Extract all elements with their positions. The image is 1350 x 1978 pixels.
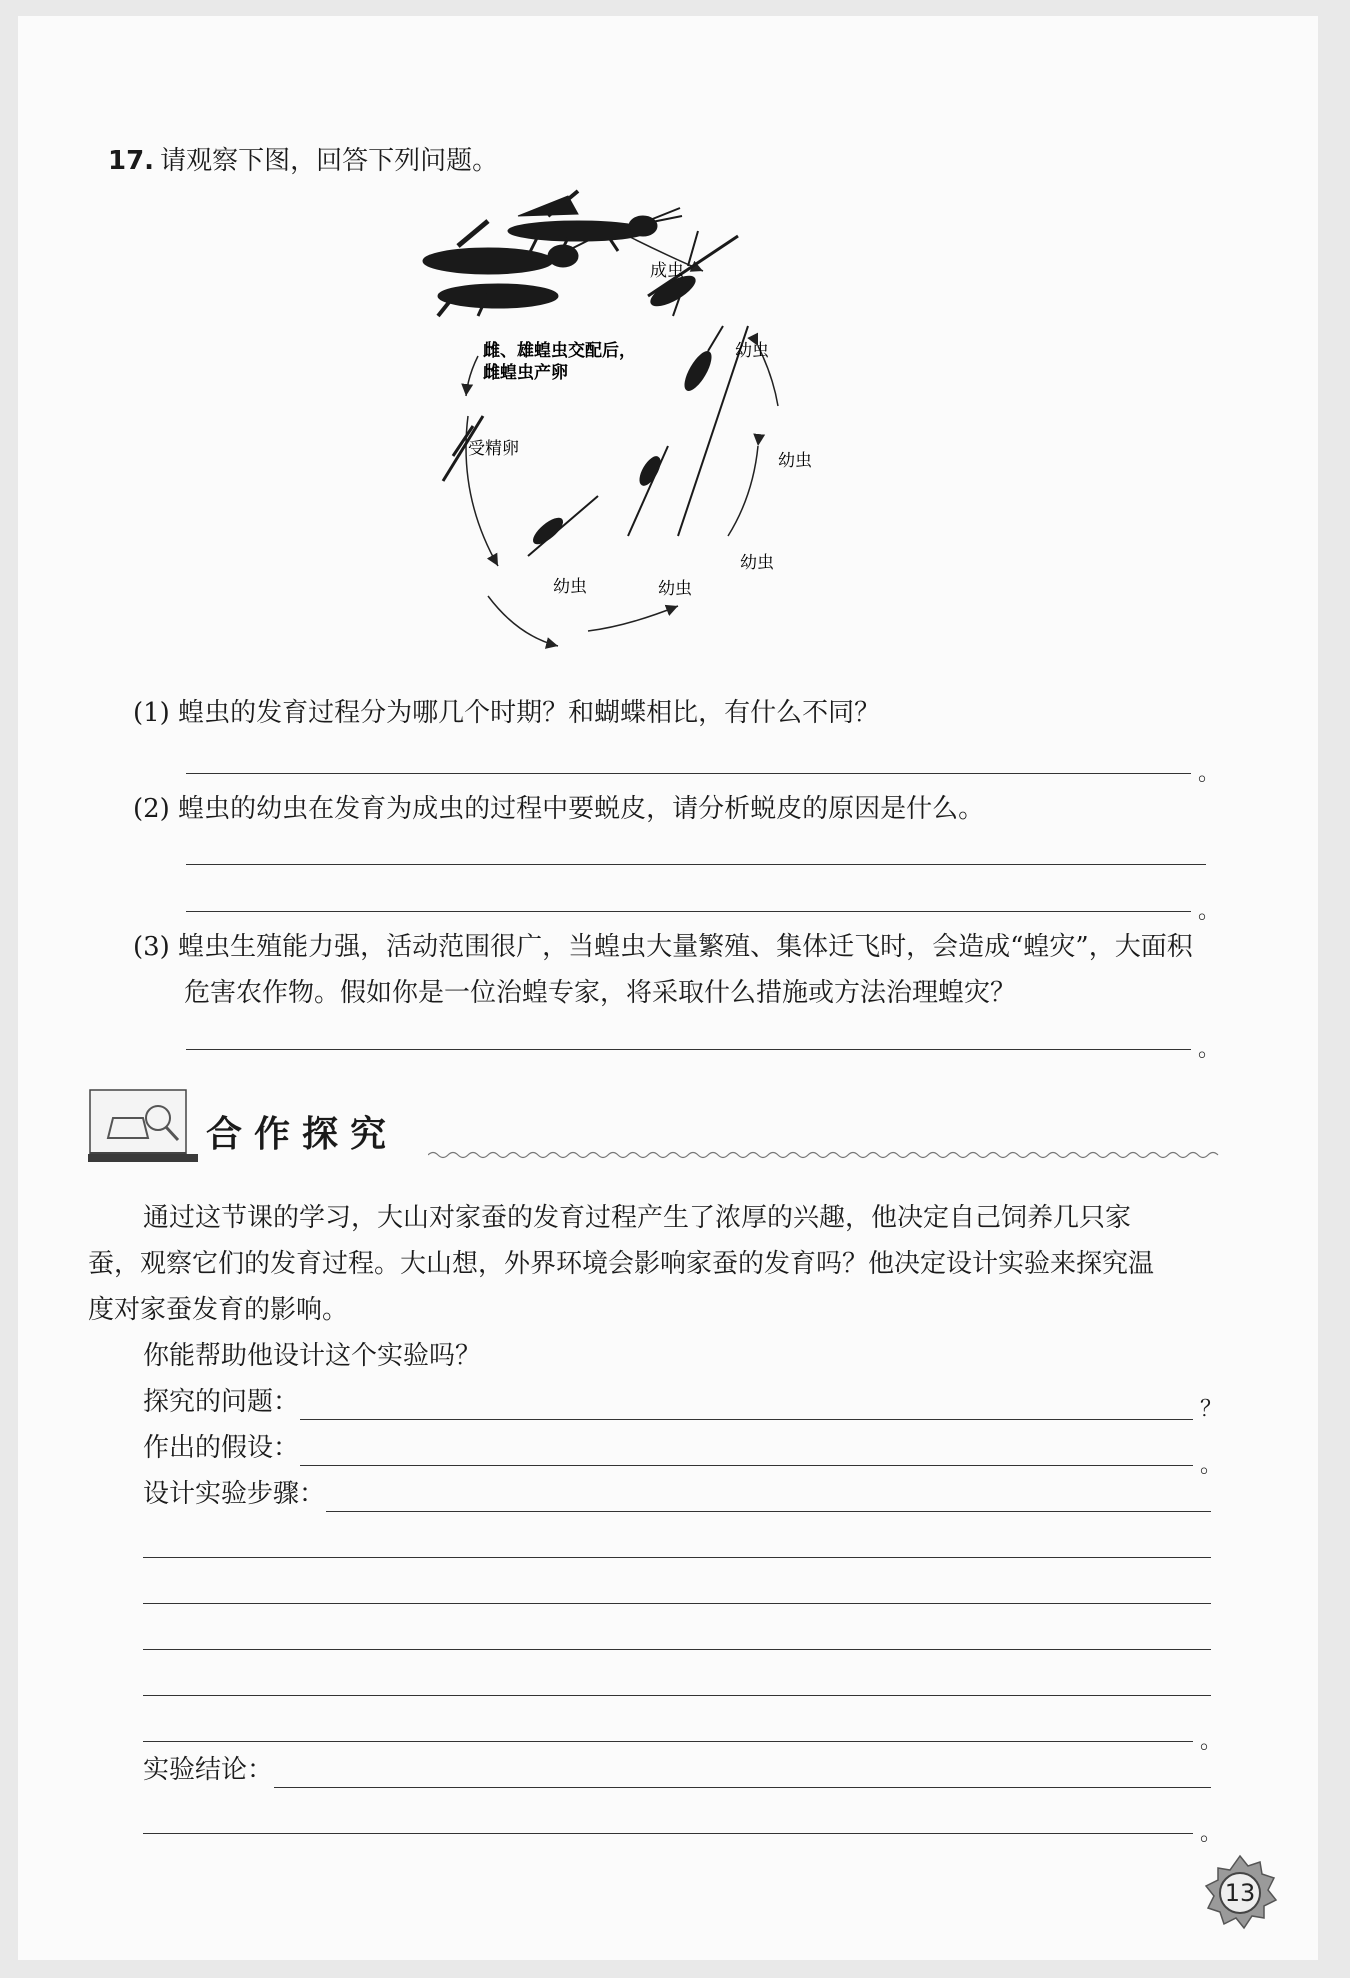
steps-end-mark: 。 [1200, 1729, 1223, 1754]
hypothesis-field-label: 作出的假设： [143, 1433, 300, 1463]
steps-line-5[interactable] [143, 1695, 1211, 1696]
inquiry-paragraph-line1: 通过这节课的学习，大山对家蚕的发育过程产生了浓厚的兴趣，他决定自己饲养几只家 [143, 1203, 1132, 1233]
conclusion-field-label: 实验结论： [143, 1755, 274, 1785]
title-char: 探 [302, 1114, 339, 1155]
question-prompt: 请观察下图，回答下列问题。 [160, 146, 499, 176]
question-field-label: 探究的问题： [143, 1387, 300, 1417]
section-title [206, 1106, 398, 1157]
inquiry-paragraph-line2: 蚕，观察它们的发育过程。大山想，外界环境会影响家蚕的发育吗？他决定设计实验来探究温 [88, 1249, 1155, 1279]
sub-question-number: (3) [133, 932, 170, 962]
sub-question-number: (2) [133, 794, 170, 824]
steps-line-4[interactable] [143, 1649, 1211, 1650]
sub-question-text: 蝗虫的幼虫在发育为成虫的过程中要蜕皮，请分析蜕皮的原因是什么。 [178, 794, 985, 824]
adult-grasshopper-icon [508, 191, 682, 258]
question-17 [108, 144, 498, 178]
egg-label: 受精卵 [468, 439, 519, 459]
answer-end-mark: 。 [1198, 761, 1221, 786]
page-number: 13 [1224, 1879, 1256, 1907]
hypothesis-field-line[interactable] [300, 1465, 1193, 1466]
sub-question-1 [133, 696, 880, 730]
title-char: 作 [254, 1114, 291, 1155]
arrow-nymph-to-nymph-4 [488, 596, 558, 646]
nymph-label-3: 幼虫 [740, 553, 774, 573]
sub-question-3 [133, 930, 1193, 964]
inquiry-ask: 你能帮助他设计这个实验吗？ [143, 1341, 482, 1371]
nymph-label-2: 幼虫 [778, 451, 812, 471]
answer-line-2b[interactable] [186, 911, 1191, 912]
arrow-nymph-to-nymph-3 [588, 606, 678, 631]
nymph-grasshopper-icon-3 [628, 446, 668, 536]
steps-line-1[interactable] [326, 1511, 1211, 1512]
answer-line-3[interactable] [186, 1049, 1191, 1050]
question-number: 17. [108, 146, 155, 176]
nymph-label-5: 幼虫 [553, 577, 587, 597]
sub-question-text-line1: 蝗虫生殖能力强，活动范围很广，当蝗虫大量繁殖、集体迁飞时，会造成“蝗灾”，大面积 [178, 932, 1193, 962]
inquiry-paragraph-line3: 度对家蚕发育的影响。 [88, 1295, 349, 1325]
adult-label: 成虫 [650, 261, 684, 281]
answer-line-2a[interactable] [186, 864, 1206, 865]
nymph-grasshopper-icon-4 [528, 496, 598, 556]
answer-line-1[interactable] [186, 773, 1191, 774]
mating-label-line2: 雌蝗虫产卵 [483, 363, 568, 383]
arrow-eggs-to-egg [466, 356, 478, 396]
header-bar [88, 1154, 198, 1162]
conclusion-line-2[interactable] [143, 1833, 1193, 1834]
sub-question-text-line2: 危害农作物。假如你是一位治蝗专家，将采取什么措施或方法治理蝗灾？ [184, 978, 1017, 1008]
answer-end-mark: 。 [1198, 899, 1221, 924]
answer-end-mark: 。 [1198, 1037, 1221, 1062]
locust-life-cycle-diagram [418, 176, 958, 686]
steps-line-6[interactable] [143, 1741, 1193, 1742]
title-char: 究 [350, 1114, 387, 1155]
sub-question-number: (1) [133, 698, 170, 728]
steps-field-label: 设计实验步骤： [143, 1479, 326, 1509]
steps-line-2[interactable] [143, 1557, 1211, 1558]
wavy-divider [428, 1150, 1228, 1160]
arrow-nymph-to-nymph-2 [728, 446, 758, 536]
worksheet-page [18, 16, 1318, 1960]
sub-question-text: 蝗虫的发育过程分为哪几个时期？和蝴蝶相比，有什么不同？ [178, 698, 881, 728]
section-header [88, 1088, 1228, 1178]
hypothesis-end-mark: 。 [1200, 1453, 1223, 1478]
mating-label-line1: 雌、雄蝗虫交配后， [483, 341, 636, 361]
question-end-mark: ？ [1200, 1397, 1223, 1422]
title-char: 合 [206, 1114, 243, 1155]
question-field-line[interactable] [300, 1419, 1193, 1420]
conclusion-end-mark: 。 [1200, 1821, 1223, 1846]
nymph-label-1: 幼虫 [735, 341, 769, 361]
nymph-label-4: 幼虫 [658, 579, 692, 599]
page-number-badge [1200, 1854, 1280, 1934]
steps-line-3[interactable] [143, 1603, 1211, 1604]
conclusion-line-1[interactable] [274, 1787, 1211, 1788]
sub-question-2 [133, 792, 984, 826]
